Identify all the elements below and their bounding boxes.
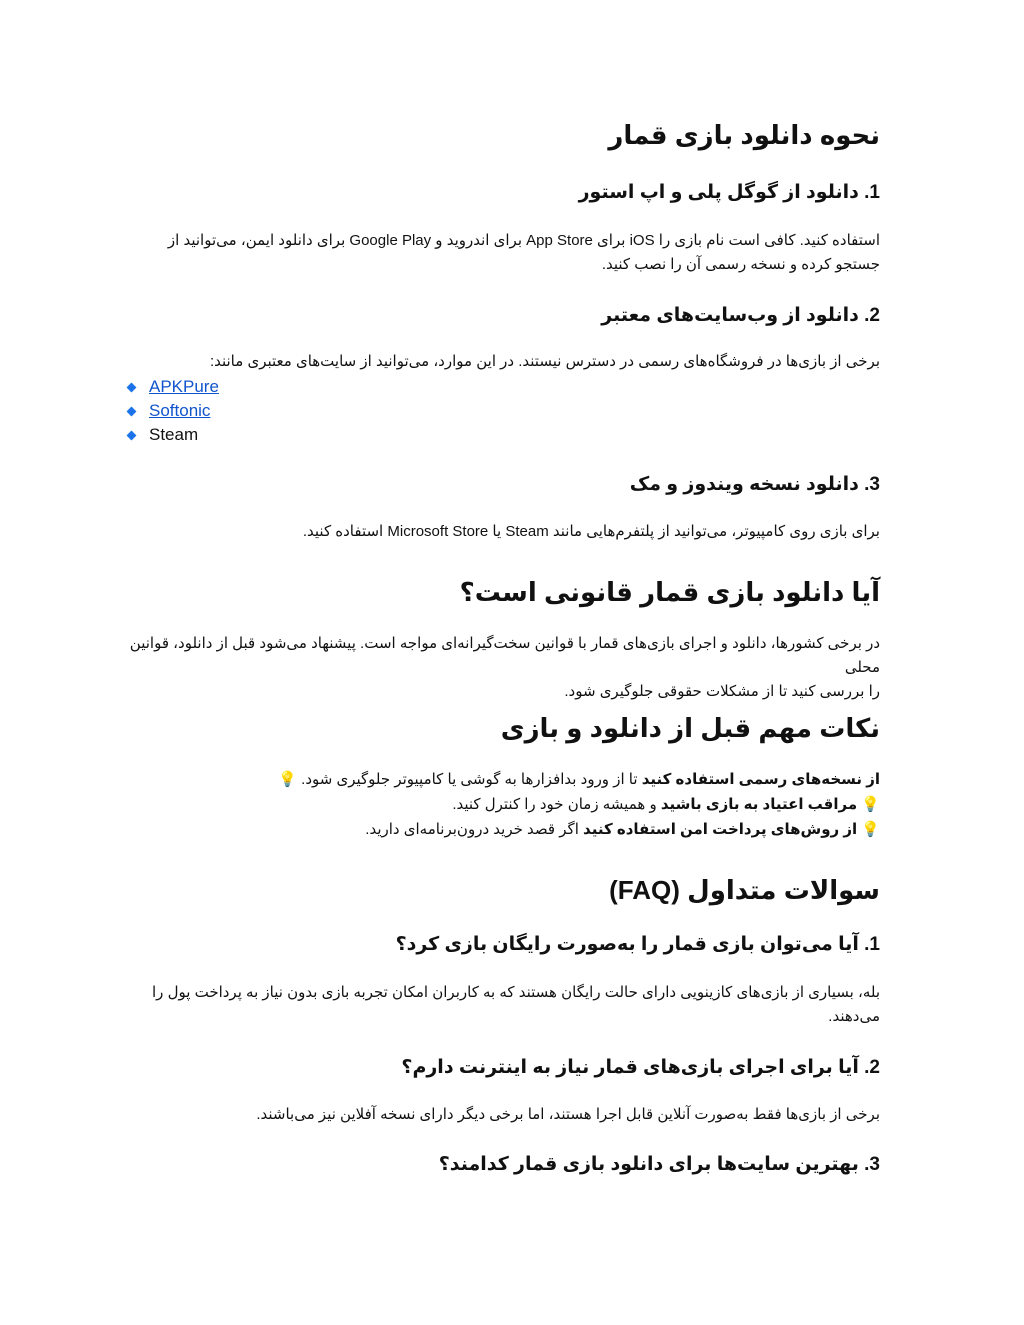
paragraph-line: بله، بسیاری از بازی‌های کازینویی دارای حالت رایگان هستند که به کاربران امکان تجربه بازی بدون نیاز به پرداخت پول را <box>152 984 880 1001</box>
tip-item <box>120 792 880 817</box>
faq-question-2: 2. آیا برای اجرای بازی‌های قمار نیاز به اینترنت دارم؟ <box>401 1057 880 1078</box>
list-item <box>120 375 880 399</box>
section-paragraph-desktop: برای بازی روی کامپیوتر، می‌توانید از پلتفرم‌هایی مانند Steam یا Microsoft Store استفاده کنید. <box>302 523 880 540</box>
heading-legal: آیا دانلود بازی قمار قانونی است؟ <box>459 577 880 607</box>
site-list <box>120 375 880 447</box>
paragraph-line: استفاده کنید. کافی است نام بازی را iOS برای App Store برای اندروید و Google Play برای دانلود ایمن، می‌توانید از <box>167 232 880 249</box>
list-item-steam: Steam <box>149 425 199 444</box>
section-heading-store: 1. دانلود از گوگل پلی و اپ استور <box>578 182 880 203</box>
paragraph-line: جستجو کرده و نسخه رسمی آن را نصب کنید. <box>601 256 880 273</box>
page-title: نحوه دانلود بازی قمار <box>608 120 880 150</box>
lightbulb-icon: 💡 <box>861 820 880 838</box>
section-heading-websites: 2. دانلود از وب‌سایت‌های معتبر <box>601 305 880 326</box>
heading-tips: نکات مهم قبل از دانلود و بازی <box>500 713 880 743</box>
faq-answer-2: برخی از بازی‌ها فقط به‌صورت آنلاین قابل اجرا هستند، اما برخی دیگر دارای نسخه آفلاین نیز می‌باشند. <box>256 1106 880 1123</box>
diamond-bullet-icon <box>127 430 137 440</box>
faq-question-1: 1. آیا می‌توان بازی قمار را به‌صورت رایگان بازی کرد؟ <box>395 934 880 955</box>
paragraph-line: در برخی کشورها، دانلود و اجرای بازی‌های قمار با قوانین سخت‌گیرانه‌ای مواجه است. پیشنهاد می‌شود قبل از دانلود، قوانین محلی <box>129 635 880 676</box>
tip-bold: از روش‌های پرداخت امن استفاده کنید <box>583 821 858 838</box>
list-item <box>120 399 880 423</box>
section-paragraph-websites: برخی از بازی‌ها در فروشگاه‌های رسمی در دسترس نیستند. در این موارد، می‌توانید از سایت‌های معتبری مانند: <box>209 353 880 370</box>
faq-answer-1 <box>120 981 880 1029</box>
link-softonic[interactable]: Softonic <box>149 401 211 420</box>
tip-item <box>120 817 880 842</box>
tip-text: تا از ورود بدافزارها به گوشی یا کامپیوتر جلوگیری شود. <box>301 771 642 788</box>
faq-question-3: 3. بهترین سایت‌ها برای دانلود بازی قمار کدامند؟ <box>438 1154 880 1175</box>
paragraph-line: می‌دهند. <box>828 1008 880 1025</box>
tips-list <box>120 767 880 842</box>
tip-text: اگر قصد خرید درون‌برنامه‌ای دارید. <box>365 821 584 838</box>
list-item <box>120 423 880 447</box>
section-paragraph-store <box>120 229 880 277</box>
paragraph-legal <box>120 632 880 704</box>
lightbulb-icon: 💡 <box>861 795 880 813</box>
paragraph-line: را بررسی کنید تا از مشکلات حقوقی جلوگیری شود. <box>564 683 880 700</box>
heading-faq: سوالات متداول (FAQ) <box>609 875 880 905</box>
lightbulb-icon: 💡 <box>278 770 297 788</box>
tip-item <box>120 767 880 792</box>
tip-bold: از نسخه‌های رسمی استفاده کنید <box>641 771 880 788</box>
diamond-bullet-icon <box>127 382 137 392</box>
tip-bold: مراقب اعتیاد به بازی باشید <box>660 796 858 813</box>
tip-text: و همیشه زمان خود را کنترل کنید. <box>452 796 661 813</box>
link-apkpure[interactable]: APKPure <box>149 377 219 396</box>
section-heading-desktop: 3. دانلود نسخه ویندوز و مک <box>629 474 880 495</box>
diamond-bullet-icon <box>127 406 137 416</box>
